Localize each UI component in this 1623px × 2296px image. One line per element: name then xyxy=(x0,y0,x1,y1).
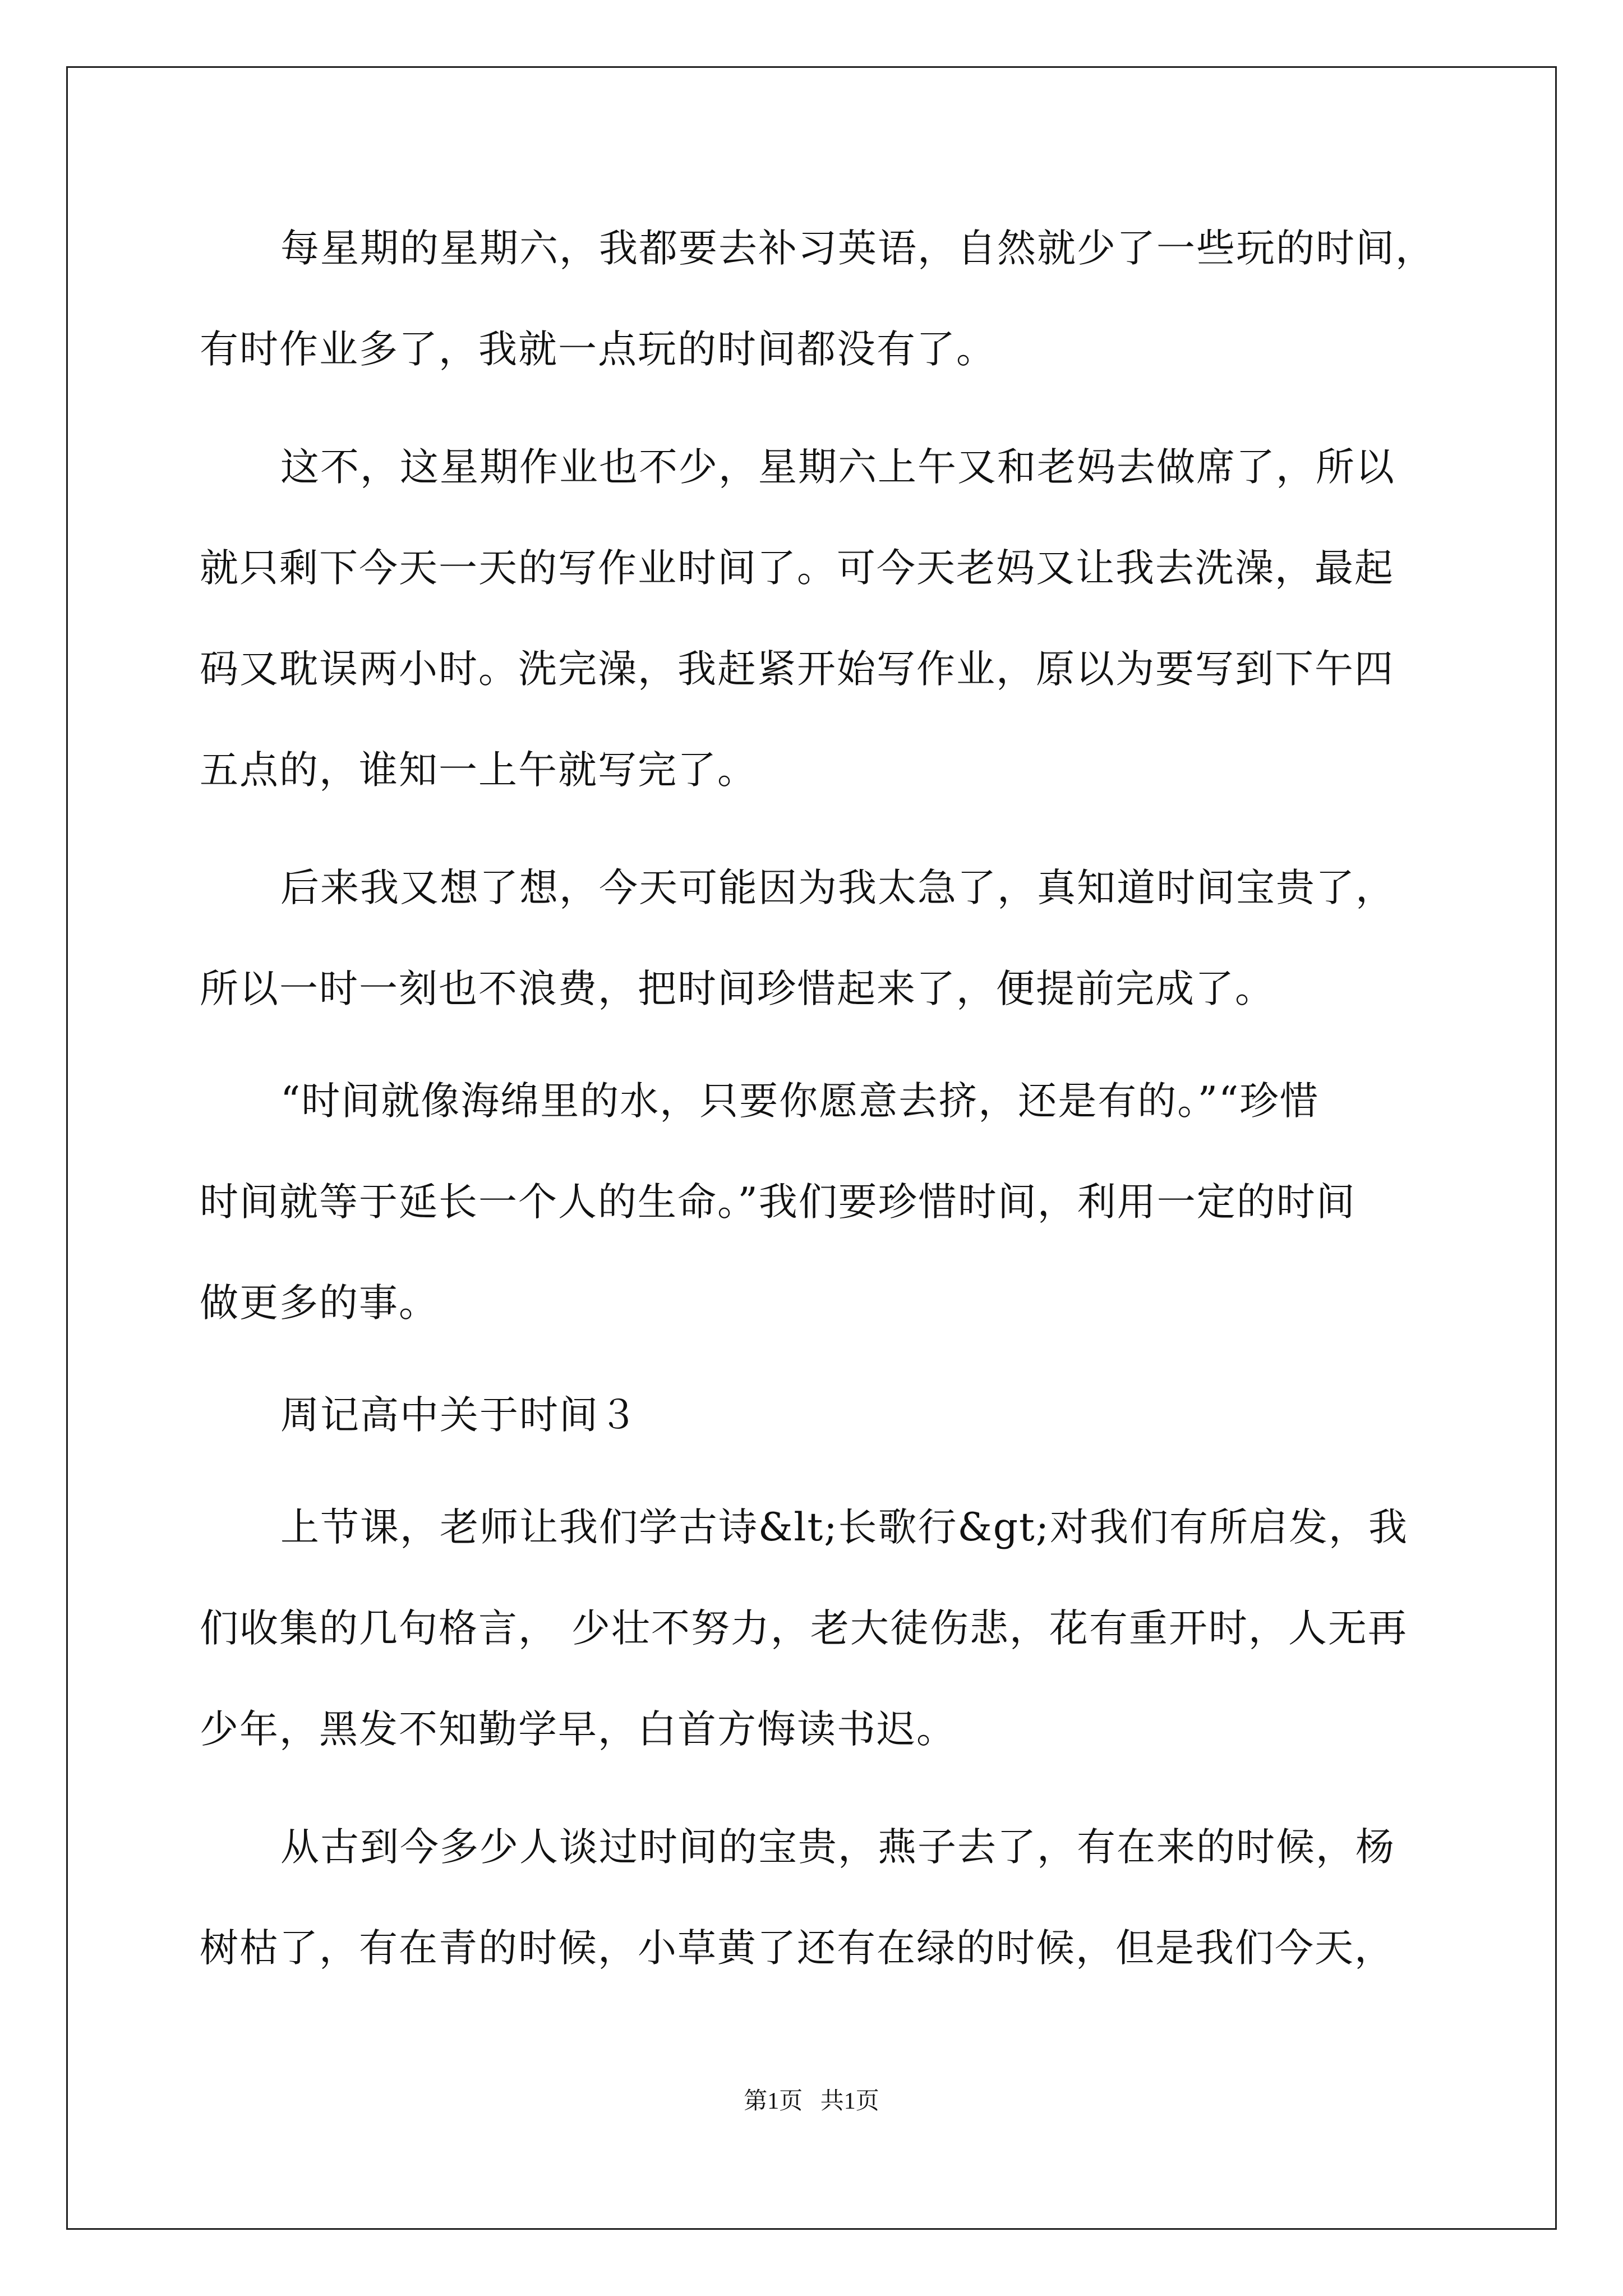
paragraph-line: “时间就像海绵里的水，只要你愿意去挤，还是有的。”“珍惜 xyxy=(280,1079,1320,1124)
paragraph-line: 这不，这星期作业也不少，星期六上午又和老妈去做席了，所以 xyxy=(280,445,1395,490)
page-border xyxy=(66,66,1557,2230)
paragraph-line: 有时作业多了，我就一点玩的时间都没有了。 xyxy=(200,327,996,372)
paragraph-line: 从古到今多少人谈过时间的宝贵，燕子去了，有在来的时候，杨 xyxy=(280,1825,1395,1870)
paragraph-line: 后来我又想了想，今天可能因为我太急了，真知道时间宝贵了， xyxy=(280,866,1395,910)
section-heading: 周记高中关于时间３ xyxy=(280,1393,639,1438)
paragraph-line: 上节课，老师让我们学古诗&lt;长歌行&gt;对我们有所启发，我 xyxy=(280,1505,1409,1550)
paragraph-line: 少年，黑发不知勤学早，白首方悔读书迟。 xyxy=(200,1707,956,1752)
paragraph-line: 所以一时一刻也不浪费，把时间珍惜起来了，便提前完成了。 xyxy=(200,967,1275,1011)
paragraph-line: 时间就等于延长一个人的生命。”我们要珍惜时间，利用一定的时间 xyxy=(200,1180,1356,1225)
paragraph-line: 每星期的星期六，我都要去补习英语，自然就少了一些玩的时间， xyxy=(280,226,1435,271)
paragraph-line: 树枯了，有在青的时候，小草黄了还有在绿的时候，但是我们今天， xyxy=(200,1926,1394,1971)
paragraph-line: 就只剩下今天一天的写作业时间了。可今天老妈又让我去洗澡，最起 xyxy=(200,546,1394,591)
paragraph-line: 们收集的几句格言， 少壮不努力，老大徒伤悲，花有重开时，人无再 xyxy=(200,1606,1408,1651)
page-number-footer: 第1页 共1页 xyxy=(744,2088,879,2114)
paragraph-line: 五点的，谁知一上午就写完了。 xyxy=(200,748,757,793)
paragraph-line: 做更多的事。 xyxy=(200,1281,439,1326)
paragraph-line: 码又耽误两小时。洗完澡，我赶紧开始写作业，原以为要写到下午四 xyxy=(200,647,1394,692)
